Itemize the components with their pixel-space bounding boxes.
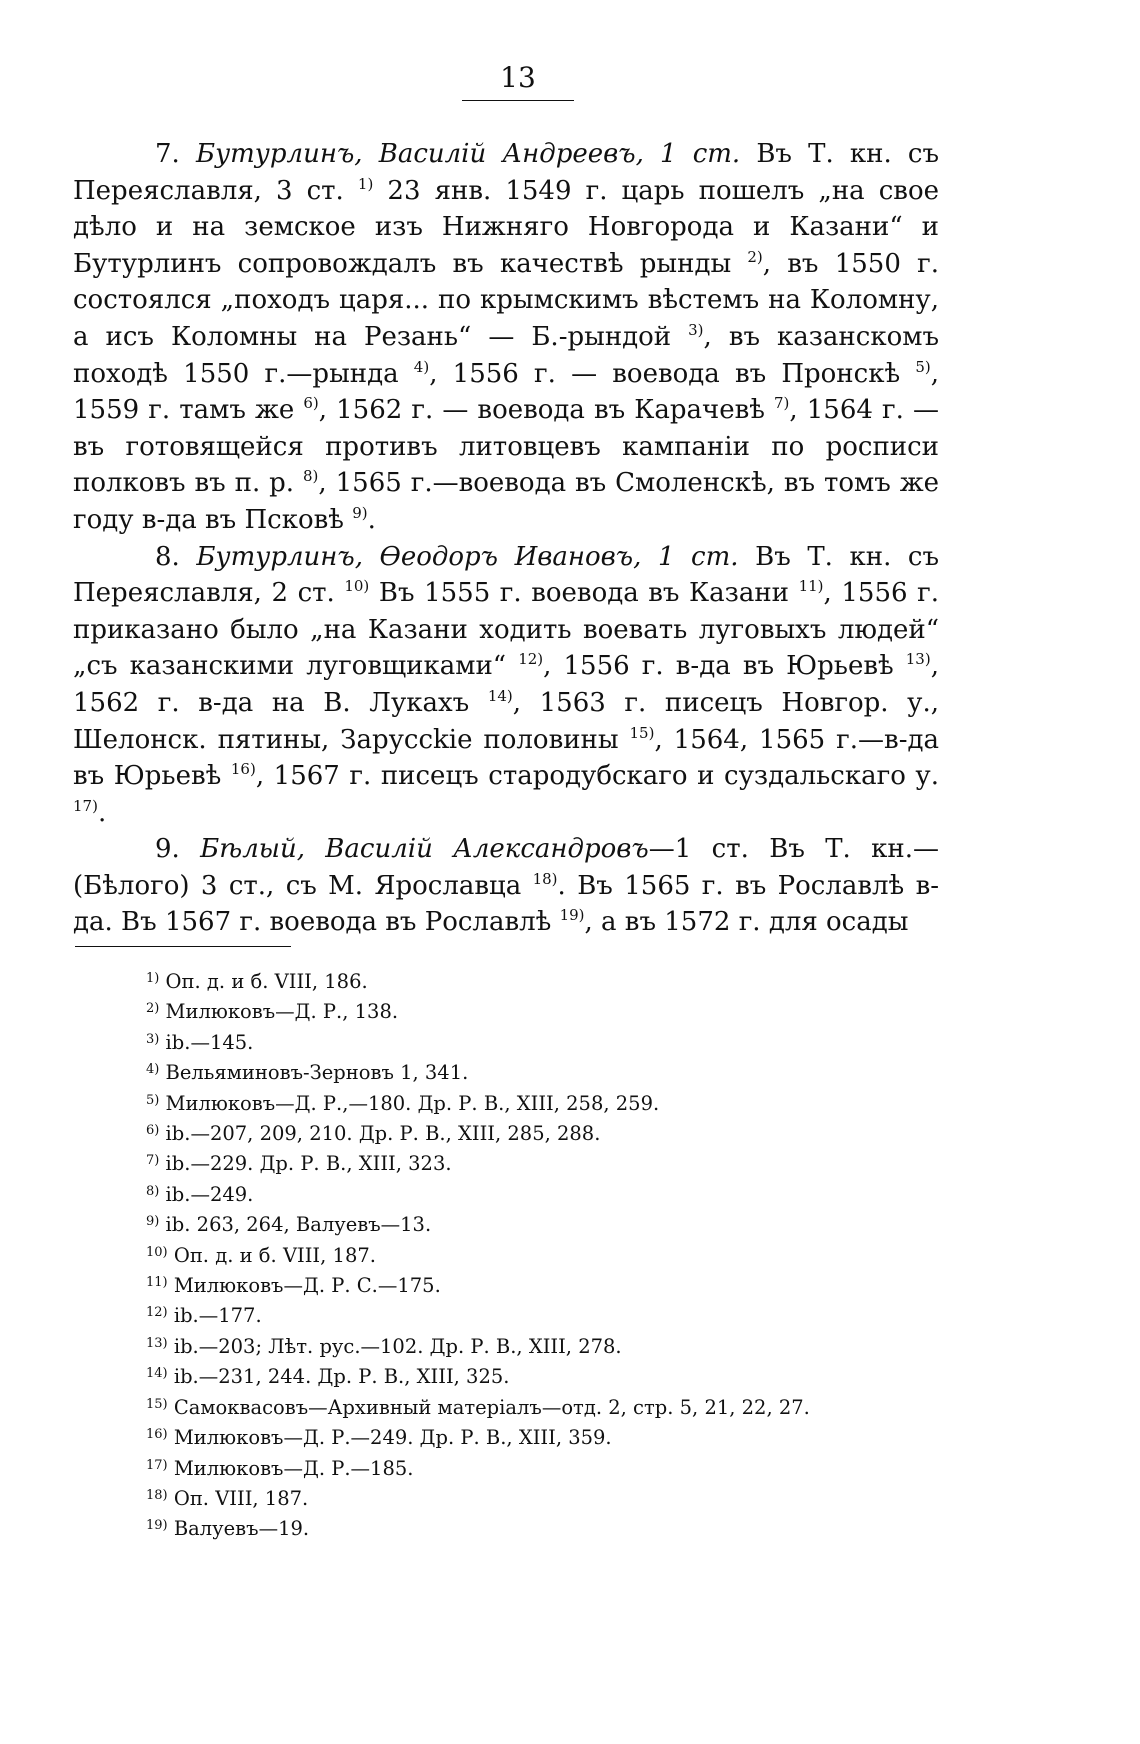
entry-number: 9. [155,834,180,865]
entry-paragraph [73,831,939,941]
entry-name: Бутурлинъ, Ѳеодоръ Ивановъ, 1 ст. [196,541,739,572]
entry-text: , 1564 г. —въ готовящейся противъ литовцевъ кампаніи по росписи полковъ въ п. р. [73,395,939,499]
entry-text: Въ Т. кн. съ Переяславля, 2 ст. [73,541,940,609]
entry-text: , 1564, 1565 г.—в-да въ Юрьевѣ [73,724,939,792]
footnote [146,1332,1006,1362]
footnote [146,997,1006,1027]
footnote-mark: 4) [146,1062,160,1078]
footnote-mark: 1) [146,971,160,986]
footnote [146,1241,1006,1271]
footnote-text: ib.—203; Лѣт. рус.—102. Др. Р. В., XIII, 278. [173,1334,622,1358]
footnote-mark: 2) [146,1001,160,1017]
footnote-text: Милюковъ—Д. Р.—185. [173,1456,414,1480]
footnote-ref: 19) [559,906,585,925]
footnote-ref: 4) [413,357,430,376]
entry-text: , 1563 г. писецъ Новгор. у., Шелонск. пятины, Заруссkіе половины [73,687,939,755]
entry-text: . [97,797,107,828]
footnote-ref: 12) [518,650,544,669]
footnote-ref: 8) [303,467,319,486]
footnote-mark: 13) [146,1335,168,1351]
footnote-ref: 11) [798,577,824,596]
footnote [146,1454,1006,1484]
entry-text: , 1565 г.—воевода въ Смоленскѣ, въ томъ же году в-да въ Псковѣ [73,468,939,535]
footnote-ref: 13) [905,650,931,669]
footnote-mark: 6) [146,1123,160,1139]
footnote [146,1271,1006,1301]
footnote-mark: 17) [146,1457,168,1473]
footnote-mark: 9) [146,1214,160,1230]
entry-name: Бутурлинъ, Василій Андреевъ, 1 ст. [195,139,741,169]
entry-name: Бѣлый, Василій Александровъ [200,834,649,865]
footnote [146,967,1006,997]
entry-text: , 1567 г. писецъ стародубскаго и суздальскаго у. [255,761,939,792]
entry-number: 8. [155,541,180,572]
entry-text: , 1556 г. приказано было „на Казани ходить воевать луговыхъ людей“ „съ казанскими луговщиками“ [73,578,939,682]
footnote [146,1423,1006,1453]
footnote-text: Самоквасовъ—Архивный матеріалъ—отд. 2, стр. 5, 21, 22, 27. [173,1395,810,1419]
footnote-text: Милюковъ—Д. Р.,—180. Др. Р. В., XIII, 258, 259. [165,1091,660,1115]
footnote-ref: 5) [915,357,931,376]
footnote [146,1180,1006,1210]
entry-text: —1 ст. Въ Т. кн.—(Бѣлого) 3 ст., съ М. Ярославца [73,834,939,901]
footnote [146,1301,1006,1331]
footnote-text: Милюковъ—Д. Р. С.—175. [173,1274,441,1298]
footnote [146,1210,1006,1240]
footnote-ref: 16) [230,760,256,779]
entry-paragraph [73,136,939,539]
footnote [146,1119,1006,1149]
entry-text: 23 янв. 1549 г. царь пошелъ „на свое дѣло и на земское изъ Нижняго Новгорода и Казани“ и Бутурлинъ сопровождалъ въ качествѣ рынды [73,175,939,279]
footnote-ref: 18) [532,869,558,888]
footnote [146,1514,1006,1544]
entry-text: Въ 1555 г. воевода въ Казани [369,578,799,609]
footnote-mark: 12) [146,1305,168,1321]
footnote-text: Валуевъ—19. [173,1517,310,1541]
footnotes-list [146,967,1006,1545]
footnote-text: ib. 263, 264, Валуевъ—13. [165,1213,432,1237]
footnote-mark: 18) [146,1487,168,1503]
entry-text: , 1562 г. — воевода въ Карачевѣ [318,395,774,426]
entry-text: , 1559 г. тамъ же [73,358,939,426]
footnote [146,1393,1006,1423]
footnote-text: Вельяминовъ-Зерновъ 1, 341. [165,1061,469,1085]
footnote-text: ib.—249. [165,1182,254,1206]
footnote [146,1362,1006,1392]
footnote-mark: 3) [146,1031,160,1047]
footnote-text: Милюковъ—Д. Р., 138. [165,1000,399,1024]
entry-paragraph [73,539,939,832]
footnote-ref: 10) [344,577,370,596]
entry-text: , въ 1550 г. состоялся „походъ царя... по крымскимъ вѣстемъ на Коломну, а исъ Коломны на Резань“ — Б.-рындой [73,248,940,352]
footnote [146,1089,1006,1119]
entry-text: . Въ 1565 г. въ Рославлѣ в-да. Въ 1567 г. воевода въ Рославлѣ [73,870,939,938]
footnote-text: ib.—229. Др. Р. В., XIII, 323. [165,1152,452,1176]
entry-text: . [367,504,376,535]
main-text [73,136,939,941]
footnote-ref: 7) [774,394,790,413]
page-number: 13 [462,62,574,101]
footnote-mark: 14) [146,1366,168,1382]
footnote-ref: 17) [73,796,98,815]
footnote-ref: 2) [747,247,763,266]
footnote-mark: 19) [146,1518,168,1534]
footnote-ref: 6) [303,394,319,413]
footnote-mark: 11) [146,1275,168,1291]
entry-text: Въ Т. кн. съ Переяславля, 3 ст. [73,139,939,206]
entry-text: , въ казанскомъ походѣ 1550 г.—рында [73,321,939,389]
footnote-mark: 8) [146,1183,160,1199]
entry-text: , 1562 г. в-да на В. Лукахъ [73,651,939,718]
footnote-ref: 9) [352,503,368,522]
footnote-mark: 10) [146,1244,168,1260]
footnote-text: ib.—207, 209, 210. Др. Р. В., XIII, 285, 288. [165,1122,601,1146]
footnote-mark: 15) [146,1396,168,1412]
footnote-mark: 7) [146,1153,160,1169]
footnote-text: ib.—177. [173,1304,262,1328]
footnote [146,1149,1006,1179]
footnote-text: Оп. VIII, 187. [173,1486,309,1510]
entry-text: , 1556 г. — воевода въ Пронскѣ [429,358,916,389]
footnote-text: ib.—231, 244. Др. Р. В., XIII, 325. [173,1365,510,1389]
entry-number: 7. [155,139,180,169]
footnote-mark: 5) [146,1092,160,1108]
footnote [146,1484,1006,1514]
footnote-ref: 1) [357,174,374,193]
entry-text: , 1556 г. в-да въ Юрьевѣ [543,651,906,682]
footnote-ref: 3) [688,320,704,339]
footnote-separator [75,946,291,947]
footnote [146,1058,1006,1088]
footnote-text: Милюковъ—Д. Р.—249. Др. Р. В., XIII, 359. [173,1426,612,1450]
footnote [146,1028,1006,1058]
footnote-mark: 16) [146,1427,168,1443]
footnote-text: Оп. д. и б. VIII, 186. [165,970,368,993]
entry-text: , а въ 1572 г. для осады [584,907,909,938]
footnote-ref: 14) [487,686,513,705]
footnote-text: Оп. д. и б. VIII, 187. [173,1243,376,1267]
footnote-text: ib.—145. [165,1030,254,1054]
footnote-ref: 15) [629,723,655,742]
